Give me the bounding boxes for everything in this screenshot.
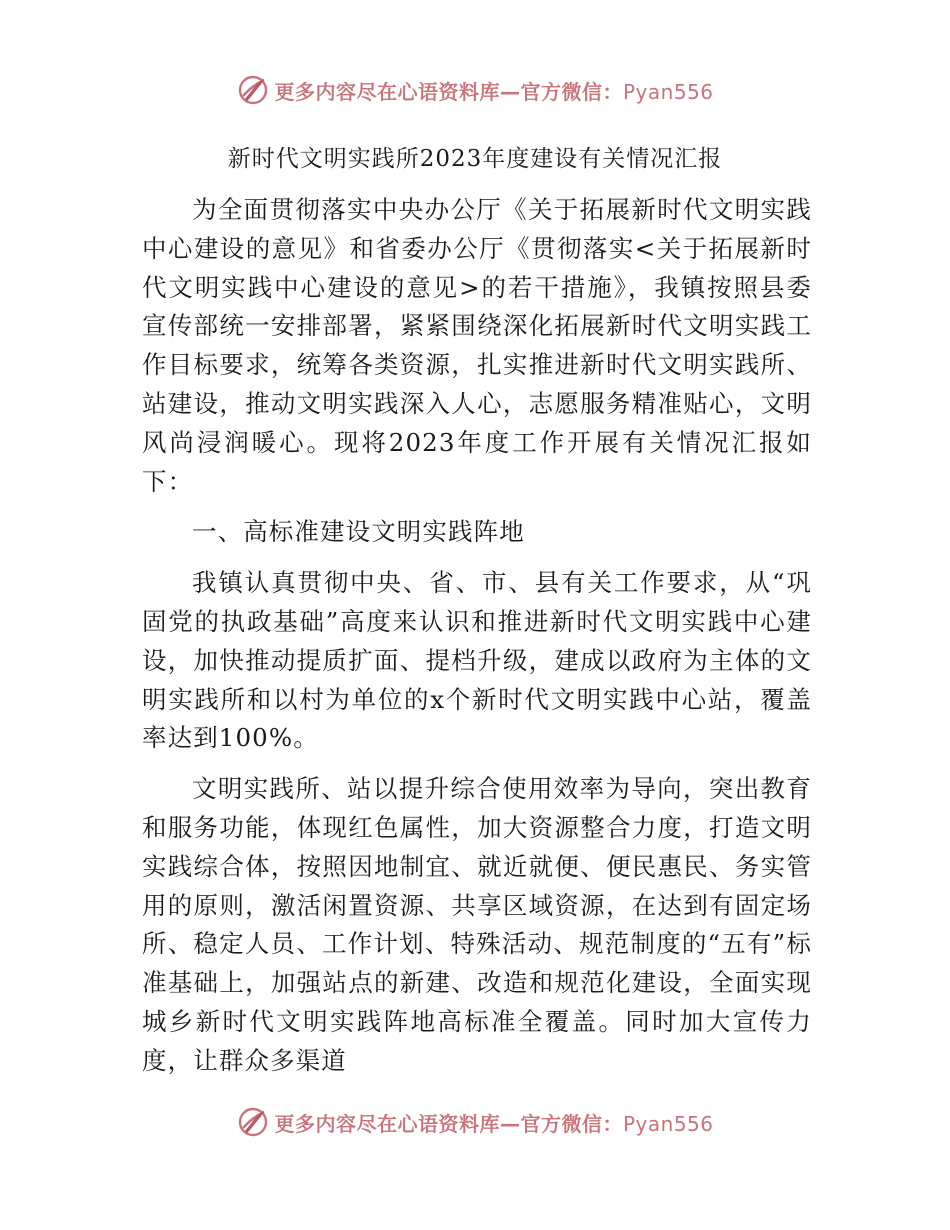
- book-pen-icon: [236, 1105, 270, 1139]
- wechat-handle: Pyan556: [622, 1111, 714, 1136]
- footer-banner: [0, 1102, 950, 1142]
- body-paragraph: 为全面贯彻落实中央办公厅《关于拓展新时代文明实践中心建设的意见》和省委办公厅《贯彻落实<关于拓展新时代文明实践中心建设的意见>的若干措施》，我镇按照县委宣传部统一安排部署，紧紧围绕深化拓展新时代文明实践工作目标要求，统筹各类资源，扎实推进新时代文明实践所、站建设，推动文明实践深入人心，志愿服务精准贴心，文明风尚浸润暖心。现将2023年度工作开展有关情况汇报如下：: [142, 195, 812, 496]
- book-pen-icon: [236, 73, 270, 107]
- header-banner: [0, 70, 950, 110]
- section-heading: 一、高标准建设文明实践阵地: [192, 517, 525, 547]
- document-body: [142, 191, 812, 1081]
- body-paragraph: 文明实践所、站以提升综合使用效率为导向，突出教育和服务功能，体现红色属性，加大资源整合力度，打造文明实践综合体，按照因地制宜、就近就便、便民惠民、务实管用的原则，激活闲置资源、共享区域资源，在达到有固定场所、稳定人员、工作计划、特殊活动、规范制度的“五有”标准基础上，加强站点的新建、改造和规范化建设，全面实现城乡新时代文明实践阵地高标准全覆盖。同时加大宣传力度，让群众多渠道: [142, 774, 812, 1075]
- watermark-slogan: 更多内容尽在心语资料库—官方微信：Pyan556: [274, 1111, 714, 1136]
- watermark-slogan: 更多内容尽在心语资料库—官方微信：Pyan556: [274, 79, 714, 104]
- body-paragraph: 我镇认真贯彻中央、省、市、县有关工作要求，从“巩固党的执政基础”高度来认识和推进新时代文明实践中心建设，加快推动提质扩面、提档升级，建成以政府为主体的文明实践所和以村为单位的x个新时代文明实践中心站，覆盖率达到100%。: [142, 568, 812, 753]
- document-title: 新时代文明实践所2023年度建设有关情况汇报: [227, 146, 723, 172]
- wechat-handle: Pyan556: [622, 79, 714, 104]
